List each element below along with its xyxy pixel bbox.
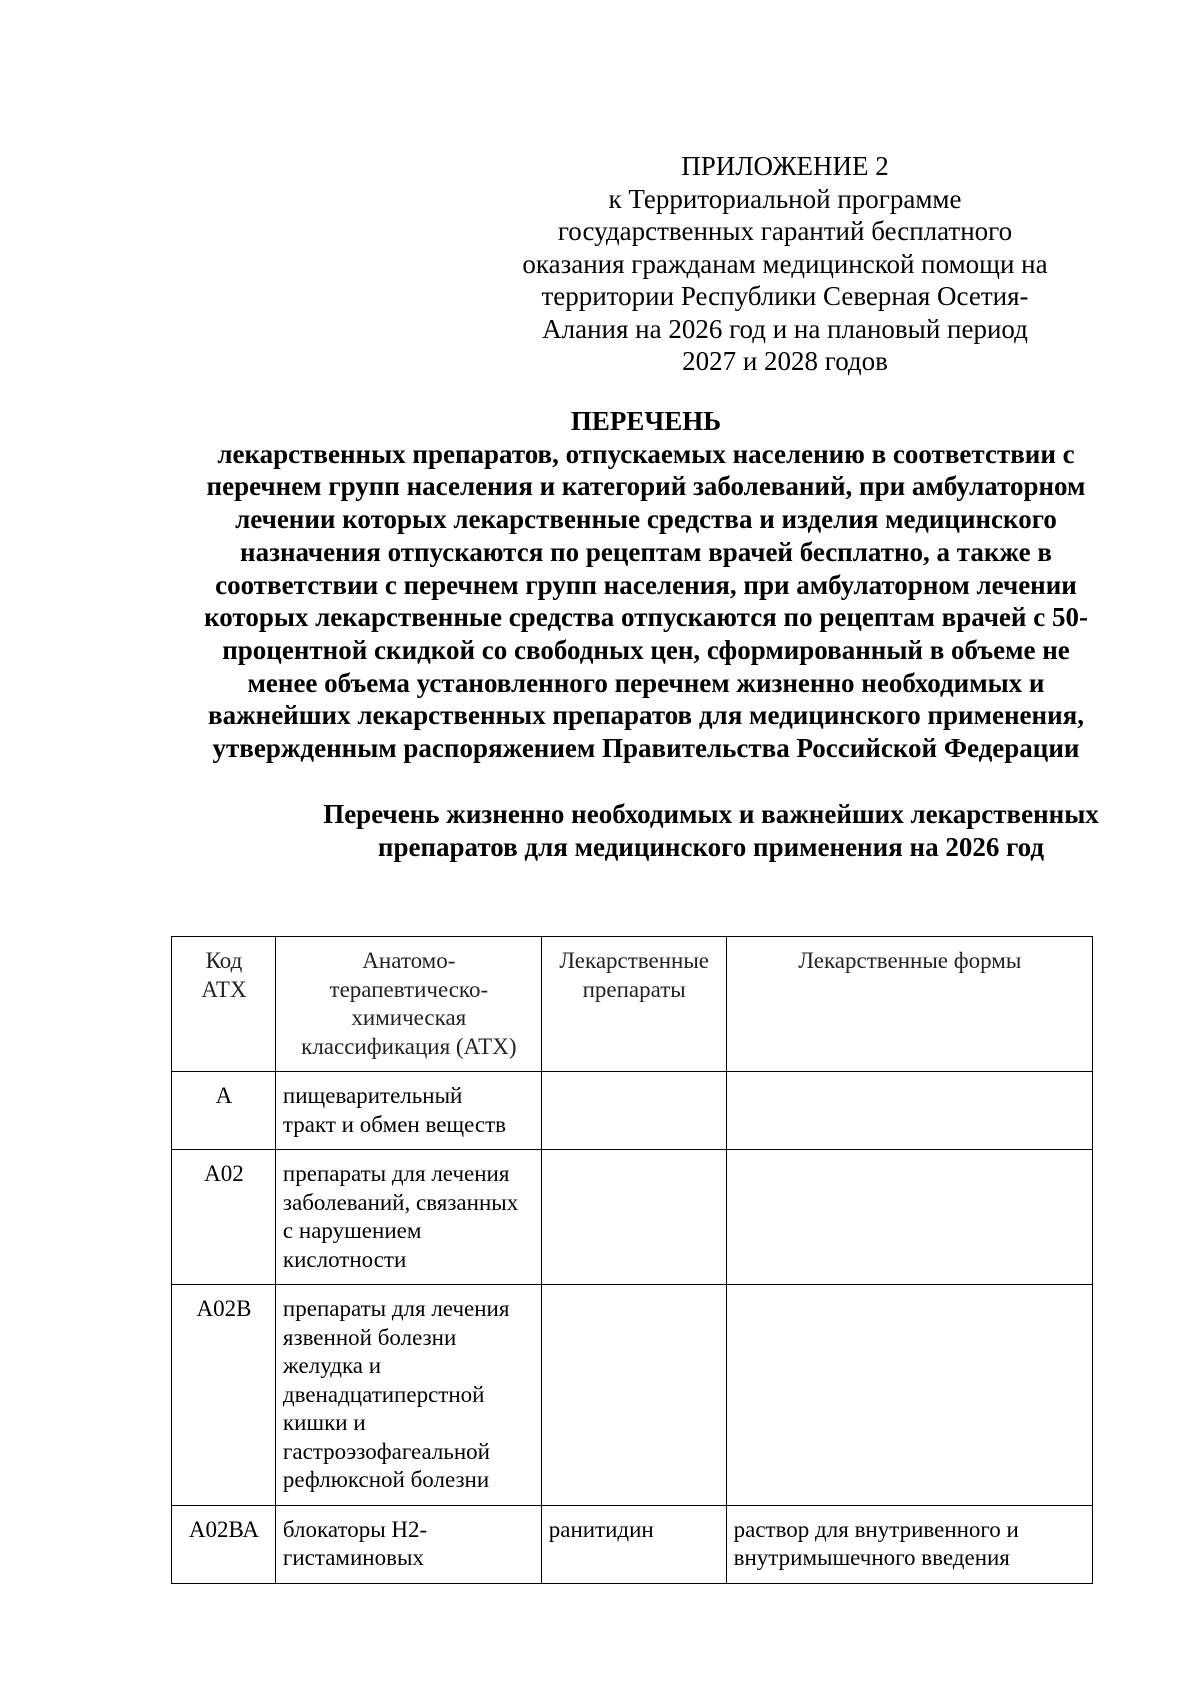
appendix-line: территории Республики Северная Осетия- [541,281,1029,311]
title-line: перечнем групп населения и категорий заболеваний, при амбулаторном [206,471,1086,502]
drug-cell: ранитидин [541,1505,726,1583]
title-line: процентной скидкой со свободных цен, сформированный в объеме не [222,634,1070,665]
form-line: внутримышечного введения [733,1545,1010,1570]
classification-cell [275,1150,541,1285]
classification-line: блокаторы Н2- [282,1516,428,1542]
classification-line: двенадцатиперстной [282,1381,485,1407]
header-forms-line: Лекарственные формы [798,948,1022,973]
classification-line: тракт и обмен веществ [282,1111,507,1137]
drug-cell [541,1072,726,1150]
header-classification-line: терапевтическо- [329,976,489,1002]
classification-line: рефлюксной болезни [282,1467,490,1492]
title-line: лечении которых лекарственные средства и изделия медицинского [235,504,1057,535]
title-line: которых лекарственные средства отпускаются по рецептам врачей с 50- [204,602,1088,633]
form-cell [726,1072,1092,1150]
title-line: менее объема установленного перечнем жизненно необходимых и [247,667,1045,698]
form-cell [726,1150,1092,1285]
classification-line: язвенной болезни [282,1324,457,1350]
drug-cell [541,1285,726,1506]
classification-line: препараты для лечения [282,1296,510,1321]
header-forms [726,937,1092,1072]
classification-line: кишки и [282,1410,366,1435]
classification-line: гастроэзофагеальной [282,1438,490,1464]
header-classification-line: Анатомо- [362,948,456,973]
form-line: раствор для внутривенного и [733,1516,1019,1542]
table-row [172,1505,1093,1583]
header-drugs-line: Лекарственные [559,948,710,973]
atx-code-cell: А02В [172,1285,276,1506]
classification-line: кислотности [282,1246,407,1272]
classification-cell [275,1505,541,1583]
classification-line: пищеварительный [282,1083,463,1108]
table-row [172,1072,1093,1150]
title-line: лекарственных препаратов, отпускаемых населению в соответствии с [217,438,1075,469]
title-heading: ПЕРЕЧЕНЬ [570,406,722,436]
section-subtitle [0,798,1200,864]
atx-code-cell: А02ВА [172,1505,276,1583]
header-code [172,937,276,1072]
atx-code-cell: А [172,1072,276,1150]
appendix-line: государственных гарантий бесплатного [557,216,1013,246]
title-line: соответствии с перечнем групп населения, при амбулаторном лечении [215,569,1077,600]
drug-cell [541,1150,726,1285]
header-classification-line: химическая [351,1005,467,1030]
title-line: назначения отпускаются по рецептам врачей бесплатно, а также в [240,536,1052,567]
classification-line: желудка и [282,1353,382,1378]
title-line: важнейших лекарственных препаратов для медицинского применения, [207,700,1084,731]
appendix-line: ПРИЛОЖЕНИЕ 2 [681,151,889,181]
classification-cell [275,1072,541,1150]
classification-cell [275,1285,541,1506]
header-drugs [541,937,726,1072]
appendix-line: к Территориальной программе [608,183,962,214]
classification-line: гистаминовых [282,1545,424,1570]
subtitle-line: препаратов для медицинского применения на 2026 год [377,832,1045,862]
appendix-line: 2027 и 2028 годов [682,346,888,376]
table-header-row [172,937,1093,1072]
classification-line: заболеваний, связанных [282,1189,519,1215]
form-cell [726,1285,1092,1506]
header-code-line: Код [205,948,243,973]
header-code-line: АТХ [201,976,247,1002]
atx-code-cell: А02 [172,1150,276,1285]
header-drugs-line: препараты [582,976,686,1002]
subtitle-line: Перечень жизненно необходимых и важнейших лекарственных [323,799,1099,829]
form-cell [726,1505,1092,1583]
header-classification [275,937,541,1072]
classification-line: с нарушением [282,1218,422,1243]
header-classification-line: классификация (АТХ) [301,1033,517,1059]
document-title [0,405,1200,765]
appendix-line: Алания на 2026 год и на плановый период [542,313,1028,344]
appendix-header [500,150,1070,378]
title-line: утвержденным распоряжением Правительства Российской Федерации [212,733,1080,764]
appendix-line: оказания гражданам медицинской помощи на [522,248,1048,279]
table-row [172,1150,1093,1285]
classification-line: препараты для лечения [282,1161,510,1186]
table-row [172,1285,1093,1506]
atx-table [171,936,1093,1584]
